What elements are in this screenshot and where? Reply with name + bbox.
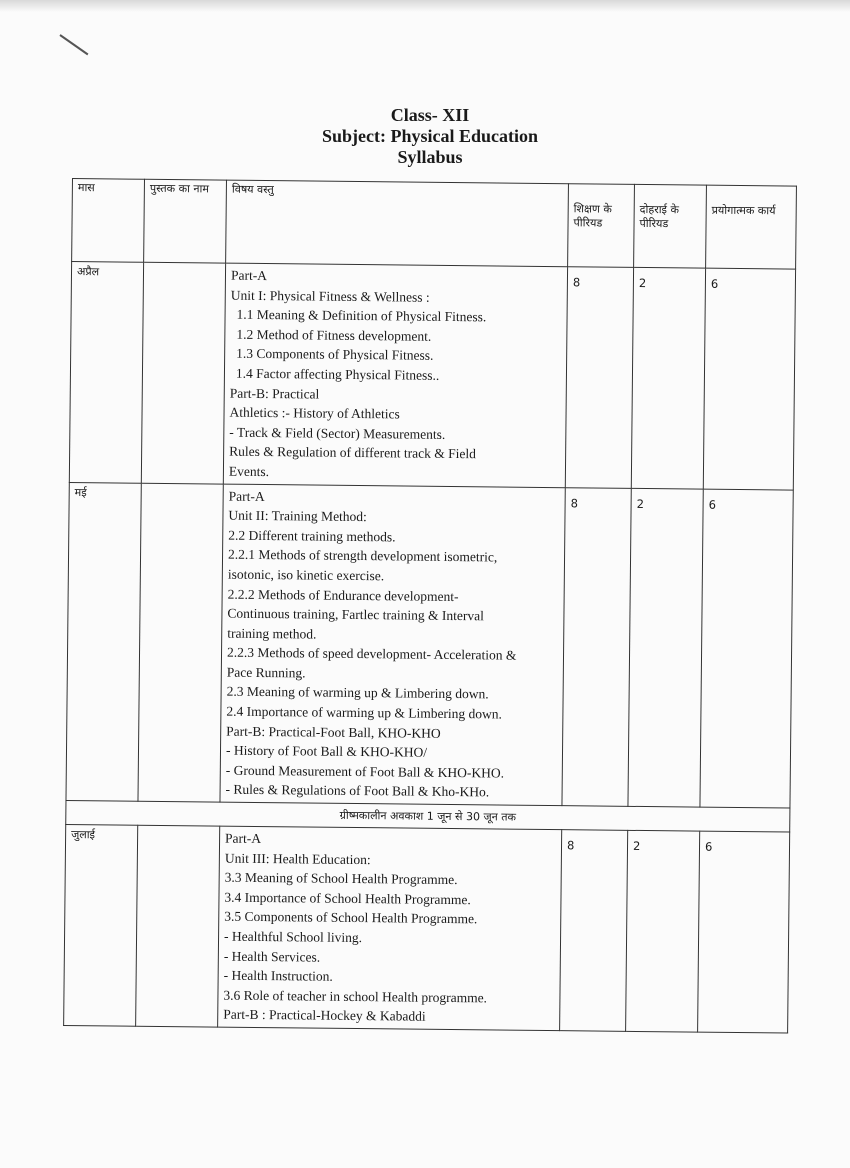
table-header-row — [72, 179, 797, 270]
practical-work: 6 — [703, 268, 795, 489]
content-line: Pace Running. — [226, 664, 306, 681]
book-cell — [138, 483, 223, 802]
content-line: 2.2.3 Methods of speed development- Acceleration & — [226, 644, 517, 663]
content-line: 2.3 Meaning of warming up & Limbering down. — [226, 684, 489, 702]
content-line: Rules & Regulation of different track & Field — [229, 444, 477, 462]
table-row-july — [64, 825, 790, 1034]
revision-periods: 2 — [628, 488, 703, 807]
content-line: 2.2.2 Methods of Endurance development- — [227, 586, 459, 604]
document-header — [280, 105, 580, 168]
content-cell — [220, 484, 565, 806]
content-line: 1.4 Factor affecting Physical Fitness.. — [235, 365, 440, 383]
content-line: - History of Foot Ball & KHO-KHO/ — [225, 742, 428, 760]
col-header-teaching: शिक्षण के पीरियड — [568, 184, 635, 268]
content-line: Continuous training, Fartlec training & Interval — [227, 605, 484, 624]
content-line: 3.6 Role of teacher in school Health programme. — [223, 987, 488, 1006]
practical-work: 6 — [698, 831, 790, 1033]
content-line: isotonic, iso kinetic exercise. — [227, 566, 385, 584]
revision-periods: 2 — [626, 830, 700, 1032]
teaching-periods: 8 — [565, 267, 633, 488]
syllabus-title: Syllabus — [397, 147, 463, 167]
revision-periods: 2 — [631, 267, 705, 488]
content-line: Unit II: Training Method: — [228, 507, 367, 525]
subject-title: Subject: Physical Education — [321, 126, 539, 146]
content-line: Part-A — [228, 488, 265, 504]
content-line: - Track & Field (Sector) Measurements. — [229, 424, 446, 442]
content-line: Part-B: Practical — [229, 385, 320, 402]
content-line: - Health Instruction. — [223, 967, 333, 984]
table-row-may — [66, 482, 793, 808]
content-line: 2.2 Different training methods. — [228, 527, 396, 545]
month-cell: जुलाई — [64, 825, 138, 1027]
class-title: Class- XII — [390, 105, 470, 125]
content-line: 3.4 Importance of School Health Programme. — [224, 889, 471, 908]
content-line: 2.4 Importance of warming up & Limbering down. — [226, 703, 503, 722]
syllabus-table — [63, 178, 797, 1034]
col-header-month: मास — [72, 179, 145, 263]
content-line: Part-B: Practical-Foot Ball, KHO-KHO — [226, 723, 441, 741]
content-line: Events. — [228, 463, 270, 480]
teaching-periods: 8 — [560, 830, 628, 1032]
content-line: Part-B : Practical-Hockey & Kabaddi — [223, 1007, 426, 1025]
book-cell — [141, 262, 225, 483]
content-line: Athletics :- History of Athletics — [229, 404, 400, 422]
content-line: 1.1 Meaning & Definition of Physical Fitness. — [236, 306, 487, 325]
table-row-april — [69, 262, 795, 490]
content-line: - Ground Measurement of Foot Ball & KHO-KHO. — [225, 762, 505, 781]
content-line: Part-A — [225, 830, 262, 847]
practical-work: 6 — [700, 489, 793, 808]
content-line: 3.3 Meaning of School Health Programme. — [224, 869, 458, 888]
scan-edge — [0, 0, 850, 12]
content-line: Unit III: Health Education: — [224, 850, 371, 867]
content-line: 2.2.1 Methods of strength development isometric, — [227, 546, 498, 565]
content-line: Part-A — [230, 267, 268, 284]
col-header-revision: दोहराई के पीरियड — [634, 184, 707, 268]
content-line: training method. — [227, 625, 317, 642]
content-line: Unit I: Physical Fitness & Wellness : — [230, 287, 430, 305]
month-cell: अप्रैल — [69, 262, 143, 483]
col-header-practical: प्रयोगात्मक कार्य — [706, 185, 797, 269]
content-cell — [223, 263, 567, 487]
content-cell — [218, 826, 562, 1031]
book-cell — [136, 825, 220, 1027]
content-line: - Rules & Regulations of Foot Ball & Kho-KHo. — [225, 782, 490, 800]
month-cell: मई — [66, 482, 141, 801]
content-line: 3.5 Components of School Health Programme. — [224, 909, 478, 927]
vacation-note: ग्रीष्मकालीन अवकाश 1 जून से 30 जून तक — [66, 801, 790, 833]
content-line: - Health Services. — [223, 948, 321, 965]
content-line: 1.3 Components of Physical Fitness. — [236, 346, 434, 364]
col-header-book: पुस्तक का नाम — [144, 179, 227, 263]
pen-mark — [59, 34, 88, 55]
col-header-content: विषय वस्तु — [226, 180, 569, 267]
teaching-periods: 8 — [562, 487, 631, 806]
content-line: - Healthful School living. — [223, 928, 363, 946]
content-line: 1.2 Method of Fitness development. — [236, 326, 432, 344]
